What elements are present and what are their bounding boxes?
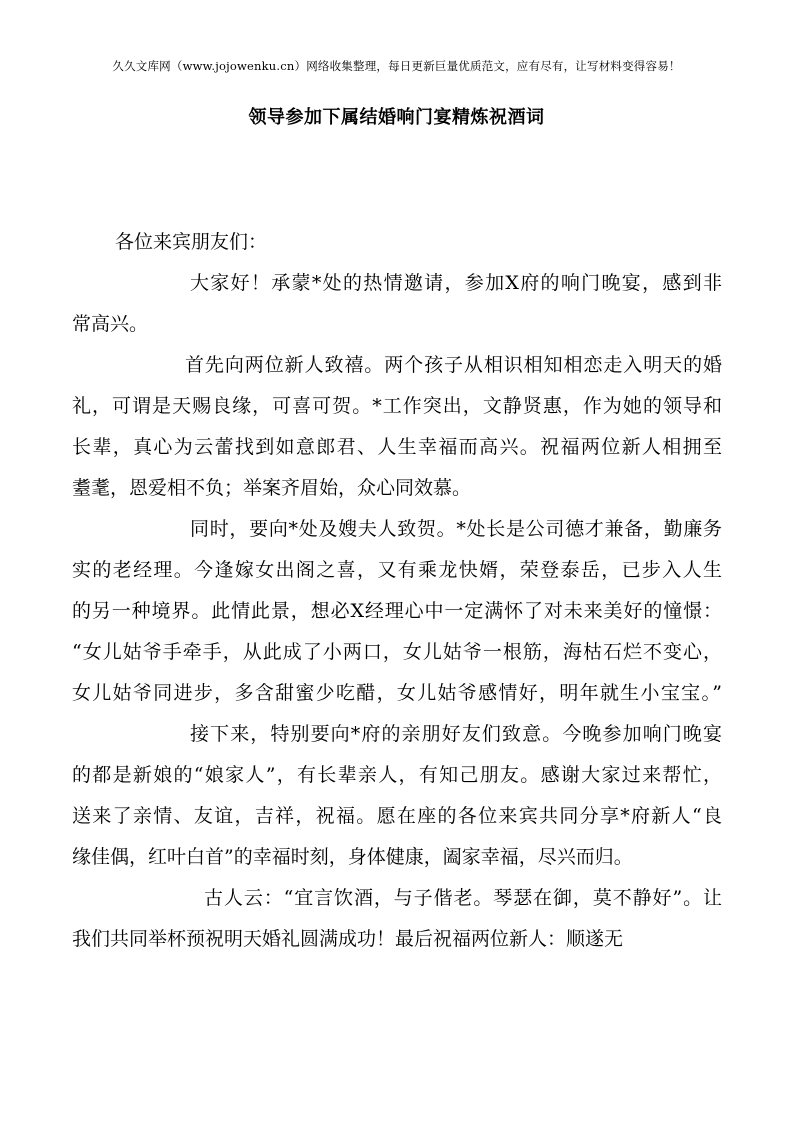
paragraph-line: 的另一种境界。此情此景，想必X经理心中一定满怀了对未来美好的憧憬： <box>72 600 722 622</box>
paragraph-line: 长辈，真心为云蕾找到如意郎君、人生幸福而高兴。祝福两位新人相拥至 <box>72 436 722 458</box>
paragraph-line: 的都是新娘的“娘家人”，有长辈亲人，有知己朋友。感谢大家过来帮忙， <box>72 764 722 786</box>
document-title: 领导参加下属结婚响门宴精炼祝酒词 <box>248 107 545 128</box>
paragraph-line: 缘佳偶，红叶白首”的幸福时刻，身体健康，阖家幸福，尽兴而归。 <box>72 846 633 868</box>
paragraph-line: 同时，要向*处及嫂夫人致贺。*处长是公司德才兼备，勤廉务 <box>190 518 722 540</box>
paragraph-line: “女儿姑爷手牵手，从此成了小两口，女儿姑爷一根筋，海枯石烂不变心， <box>72 641 722 663</box>
header-note: 久久文库网（www.jojowenku.cn）网络收集整理，每日更新巨量优质范文，应有尽有，让写材料变得容易！ <box>112 59 681 73</box>
paragraph-congratulate-parents <box>72 509 722 714</box>
paragraph-thank-guests <box>72 714 722 878</box>
salutation: 各位来宾朋友们： <box>115 231 268 253</box>
paragraph-line: 接下来，特别要向*府的亲朋好友们致意。今晚参加响门晚宴 <box>190 723 722 745</box>
paragraph-line: 常高兴。 <box>72 313 149 335</box>
paragraph-greeting <box>72 263 722 345</box>
paragraph-line: 古人云：“宜言饮酒，与子偕老。琴瑟在御，莫不静好”。让 <box>204 887 722 909</box>
paragraph-toast <box>72 878 722 960</box>
paragraph-line: 实的老经理。今逢嫁女出阁之喜，又有乘龙快婿，荣登泰岳，已步入人生 <box>72 559 722 581</box>
paragraph-line: 我们共同举杯预祝明天婚礼圆满成功！最后祝福两位新人：顺遂无 <box>72 928 624 950</box>
paragraph-line: 耋耄，恩爱相不负；举案齐眉始，众心同效慕。 <box>72 477 472 499</box>
paragraph-line: 首先向两位新人致禧。两个孩子从相识相知相恋走入明天的婚 <box>185 354 722 376</box>
paragraph-congratulate-couple <box>72 345 722 509</box>
paragraph-line: 女儿姑爷同进步，多含甜蜜少吃醋，女儿姑爷感情好，明年就生小宝宝。” <box>72 682 722 704</box>
paragraph-line: 礼，可谓是天赐良缘，可喜可贺。*工作突出，文静贤惠，作为她的领导和 <box>72 395 722 417</box>
document-body <box>72 222 722 960</box>
paragraph-line: 送来了亲情、友谊，吉祥，祝福。愿在座的各位来宾共同分享*府新人“良 <box>72 805 722 827</box>
paragraph-line: 大家好！承蒙*处的热情邀请，参加X府的响门晚宴，感到非 <box>190 272 722 294</box>
